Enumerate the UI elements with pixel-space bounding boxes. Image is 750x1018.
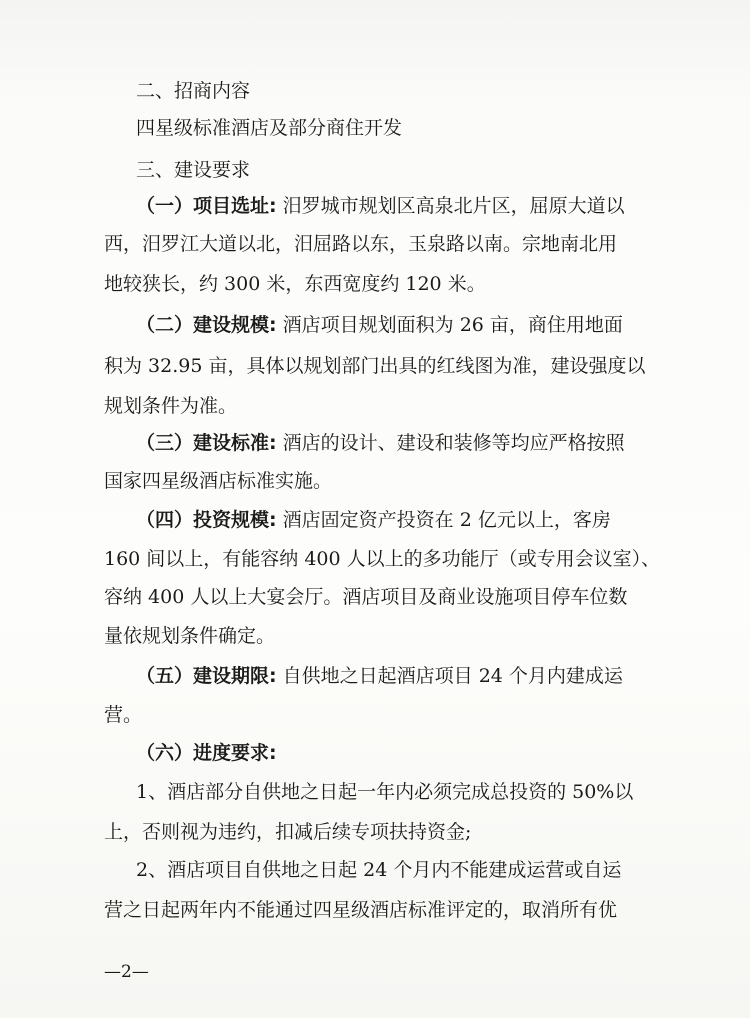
item-scale-label: （二）建设规模:: [136, 314, 277, 336]
item-scale-line-1: [136, 305, 696, 345]
progress-2-line-1: 2、酒店项目自供地之日起 24 个月内不能建成运营或自运: [136, 859, 622, 881]
item-period-line-1: [136, 656, 696, 696]
progress-1-line-2: 上，否则视为违约，扣减后续专项扶持资金;: [104, 821, 472, 843]
page-number: —2—: [104, 962, 149, 982]
item-scale-line-3: 规划条件为准。: [104, 395, 238, 417]
item-site-line-2: 西，汨罗江大道以北，汨屈路以东，玉泉路以南。宗地南北用: [104, 233, 618, 255]
item-period-label: （五）建设期限:: [136, 665, 277, 687]
item-investment-line-3: 容纳 400 人以上大宴会厅。酒店项目及商业设施项目停车位数: [104, 586, 628, 608]
item-investment-label: （四）投资规模:: [136, 509, 277, 531]
item-site-line-1: [136, 186, 696, 226]
item-investment-line-4: 量依规划条件确定。: [104, 625, 276, 647]
item-investment-line-1: [136, 500, 696, 540]
item-scale-line-2: 积为 32.95 亩，具体以规划部门出具的红线图为准，建设强度以: [104, 355, 646, 377]
progress-2-line-2: 营之日起两年内不能通过四星级酒店标准评定的，取消所有优: [104, 899, 618, 921]
section-text-invitation: 四星级标准酒店及部分商住开发: [136, 117, 403, 139]
item-period-line-2: 营。: [104, 704, 143, 726]
item-scale-text-1: 酒店项目规划面积为 26 亩，商住用地面: [282, 314, 623, 336]
progress-1-line-1: 1、酒店部分自供地之日起一年内必须完成总投资的 50%以: [136, 781, 634, 803]
item-standard-label: （三）建设标准:: [136, 432, 277, 454]
item-progress-line-1: [136, 733, 696, 773]
item-standard-line-1: [136, 423, 696, 463]
item-investment-line-2: 160 间以上，有能容纳 400 人以上的多功能厅（或专用会议室）、: [104, 548, 661, 570]
item-progress-label: （六）进度要求:: [136, 742, 277, 764]
section-heading-invitation: 二、招商内容: [136, 80, 251, 102]
section-heading-requirements: 三、建设要求: [136, 159, 251, 181]
item-period-text-1: 自供地之日起酒店项目 24 个月内建成运: [282, 665, 623, 687]
item-standard-line-2: 国家四星级酒店标准实施。: [104, 470, 333, 492]
item-standard-text-1: 酒店的设计、建设和装修等均应严格按照: [282, 432, 625, 454]
item-site-label: （一）项目选址:: [136, 195, 277, 217]
item-site-line-3: 地较狭长，约 300 米，东西宽度约 120 米。: [104, 273, 486, 295]
item-investment-text-1: 酒店固定资产投资在 2 亿元以上，客房: [282, 509, 611, 531]
item-site-text-1: 汨罗城市规划区高泉北片区，屈原大道以: [282, 195, 625, 217]
